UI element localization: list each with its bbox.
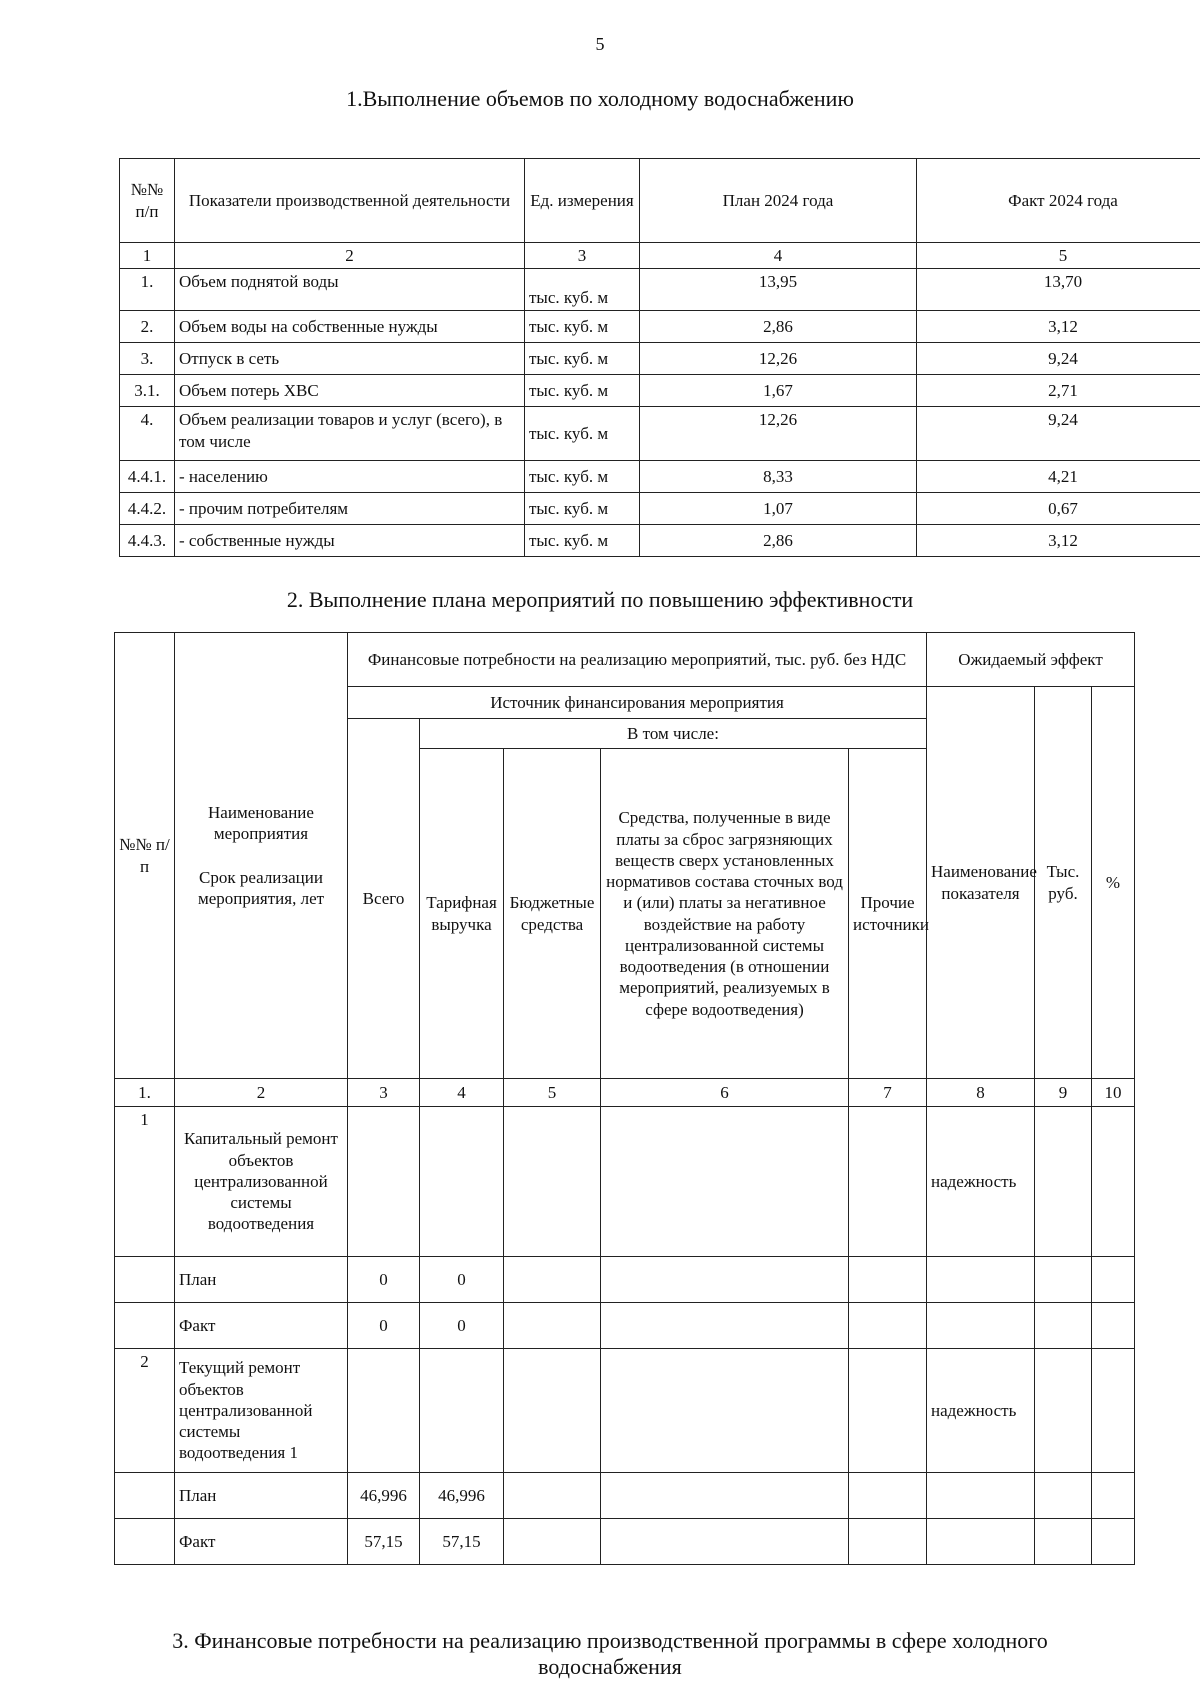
row-unit: тыс. куб. м (525, 461, 640, 493)
header-other: Прочие источники (849, 749, 927, 1079)
row-fact: 3,12 (917, 525, 1200, 557)
row-name: - собственные нужды (175, 525, 525, 557)
plan-total: 0 (348, 1257, 420, 1303)
row-name: Объем поднятой воды (175, 269, 525, 311)
header-financial: Финансовые потребности на реализацию мероприятий, тыс. руб. без НДС (348, 633, 927, 687)
plan-label: План (175, 1257, 348, 1303)
header-term: Срок реализации мероприятия, лет (197, 867, 325, 908)
row-fact: 13,70 (917, 269, 1200, 311)
header-indicator: Наименование показателя (927, 687, 1035, 1079)
measure-num: 2 (115, 1349, 175, 1473)
header-total: Всего (348, 719, 420, 1079)
header-budget: Бюджетные средства (504, 749, 601, 1079)
row-plan: 1,07 (640, 493, 917, 525)
row-unit: тыс. куб. м (525, 311, 640, 343)
row-num: 3. (120, 343, 175, 375)
plan-tariff: 46,996 (420, 1473, 504, 1519)
col-number: 2 (175, 1079, 348, 1107)
col-number: 4 (640, 243, 917, 269)
row-name: Объем реализации товаров и услуг (всего), в том числе (175, 407, 525, 461)
table-row (120, 493, 1200, 525)
row-fact: 3,12 (917, 311, 1200, 343)
measure-effect: надежность (927, 1107, 1035, 1257)
row-plan: 12,26 (640, 407, 917, 461)
header-thousand-rub: Тыс. руб. (1035, 687, 1092, 1079)
col-number: 1 (120, 243, 175, 269)
row-unit: тыс. куб. м (525, 343, 640, 375)
section3-title: 3. Финансовые потребности на реализацию производственной программы в сфере холодного водоснабжения (172, 1628, 1048, 1680)
table-row (120, 269, 1200, 311)
plan-label: План (175, 1473, 348, 1519)
fact-total: 57,15 (348, 1519, 420, 1565)
row-fact: 9,24 (917, 407, 1200, 461)
fact-label: Факт (175, 1519, 348, 1565)
header-name-term (175, 633, 348, 1079)
col-number: 6 (601, 1079, 849, 1107)
header-num: №№ п/п (115, 633, 175, 1079)
measure-name: Капитальный ремонт объектов централизованной системы водоотведения (175, 1107, 348, 1257)
fact-label: Факт (175, 1303, 348, 1349)
row-num: 4.4.2. (120, 493, 175, 525)
col-number: 3 (348, 1079, 420, 1107)
table-row (120, 407, 1200, 461)
table-row (120, 461, 1200, 493)
plan-total: 46,996 (348, 1473, 420, 1519)
row-plan: 1,67 (640, 375, 917, 407)
col-number: 5 (917, 243, 1200, 269)
row-unit: тыс. куб. м (525, 525, 640, 557)
efficiency-measures-table (114, 632, 1135, 1565)
row-unit: тыс. куб. м (525, 375, 640, 407)
row-num: 2. (120, 311, 175, 343)
header-plan: План 2024 года (640, 159, 917, 243)
fact-row (115, 1303, 1135, 1349)
row-unit: тыс. куб. м (525, 407, 640, 461)
fact-total: 0 (348, 1303, 420, 1349)
table-header-row (120, 159, 1200, 243)
header-effect: Ожидаемый эффект (927, 633, 1135, 687)
row-plan: 8,33 (640, 461, 917, 493)
row-name: Объем потерь ХВС (175, 375, 525, 407)
measure-row (115, 1349, 1135, 1473)
col-number: 8 (927, 1079, 1035, 1107)
row-num: 1. (120, 269, 175, 311)
measure-name: Текущий ремонт объектов централизованной системы водоотведения 1 (175, 1349, 348, 1473)
row-plan: 2,86 (640, 311, 917, 343)
header-num: №№ п/п (120, 159, 175, 243)
row-name: - прочим потребителям (175, 493, 525, 525)
col-number: 4 (420, 1079, 504, 1107)
col-number: 3 (525, 243, 640, 269)
row-name: - населению (175, 461, 525, 493)
page-number: 5 (595, 34, 605, 54)
col-number: 9 (1035, 1079, 1092, 1107)
header-fees: Средства, полученные в виде платы за сброс загрязняющих веществ сверх установленных нормативов состава сточных вод и (или) платы за негативное воздействие на работу централизованной системы водоотведения (в отношении мероприятий, реализуемых в сфере водоотведения) (601, 749, 849, 1079)
plan-tariff: 0 (420, 1257, 504, 1303)
header-indicator: Показатели производственной деятельности (175, 159, 525, 243)
section1-title: 1.Выполнение объемов по холодному водоснабжению (346, 86, 854, 111)
measure-effect: надежность (927, 1349, 1035, 1473)
table-row (120, 311, 1200, 343)
cold-water-volumes-table (119, 158, 1200, 557)
row-plan: 12,26 (640, 343, 917, 375)
col-number: 2 (175, 243, 525, 269)
col-number: 10 (1092, 1079, 1135, 1107)
row-plan: 2,86 (640, 525, 917, 557)
header-tariff: Тарифная выручка (420, 749, 504, 1079)
header-fact: Факт 2024 года (917, 159, 1200, 243)
column-number-row (115, 1079, 1135, 1107)
header-percent: % (1092, 687, 1135, 1079)
row-num: 4. (120, 407, 175, 461)
table-row (120, 343, 1200, 375)
measure-num: 1 (115, 1107, 175, 1257)
measure-row (115, 1107, 1135, 1257)
fact-tariff: 57,15 (420, 1519, 504, 1565)
row-fact: 9,24 (917, 343, 1200, 375)
row-fact: 2,71 (917, 375, 1200, 407)
fact-row (115, 1519, 1135, 1565)
row-unit: тыс. куб. м (525, 493, 640, 525)
plan-row (115, 1473, 1135, 1519)
plan-row (115, 1257, 1135, 1303)
row-plan: 13,95 (640, 269, 917, 311)
fact-tariff: 0 (420, 1303, 504, 1349)
header-unit: Ед. измерения (525, 159, 640, 243)
row-unit: тыс. куб. м (525, 269, 640, 311)
section2-title: 2. Выполнение плана мероприятий по повышению эффективности (286, 587, 914, 612)
row-num: 4.4.1. (120, 461, 175, 493)
header-including: В том числе: (420, 719, 927, 749)
row-fact: 4,21 (917, 461, 1200, 493)
col-number: 1. (115, 1079, 175, 1107)
table-row (120, 375, 1200, 407)
column-number-row (120, 243, 1200, 269)
header-name: Наименование мероприятия (208, 803, 314, 844)
col-number: 5 (504, 1079, 601, 1107)
row-fact: 0,67 (917, 493, 1200, 525)
row-name: Отпуск в сеть (175, 343, 525, 375)
col-number: 7 (849, 1079, 927, 1107)
row-name: Объем воды на собственные нужды (175, 311, 525, 343)
row-num: 4.4.3. (120, 525, 175, 557)
row-num: 3.1. (120, 375, 175, 407)
table-row (120, 525, 1200, 557)
header-source: Источник финансирования мероприятия (348, 687, 927, 719)
